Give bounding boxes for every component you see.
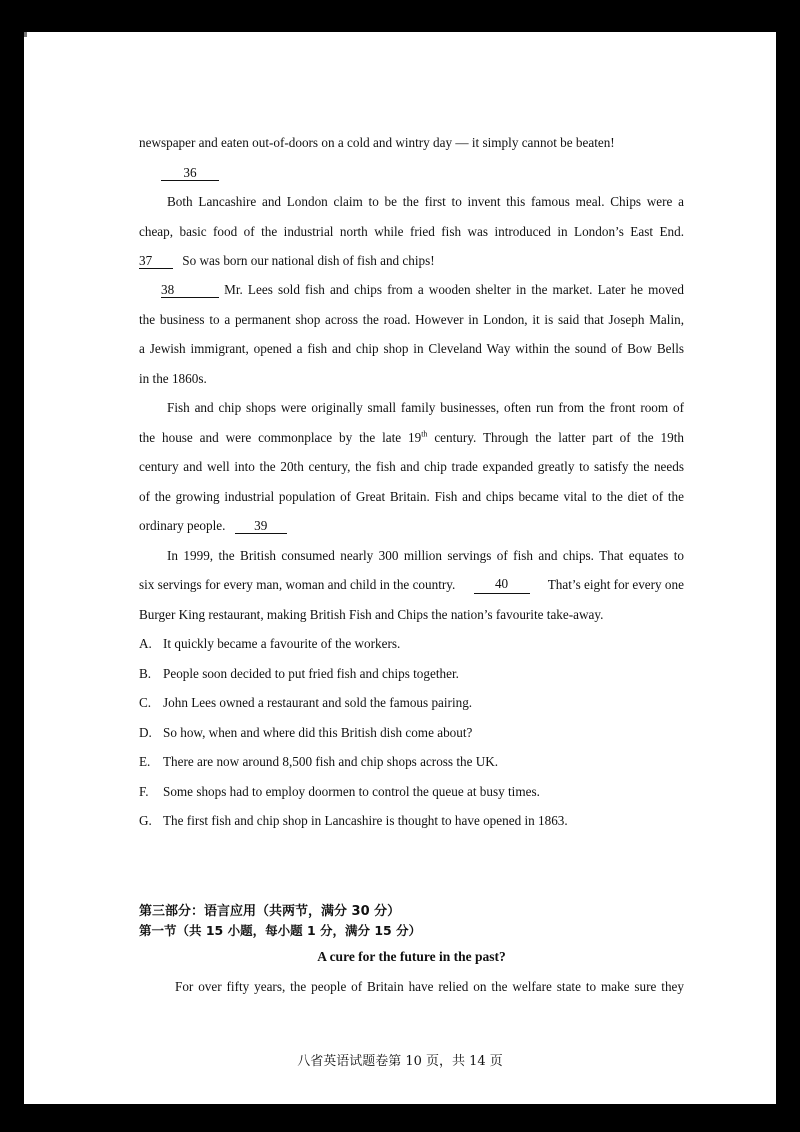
paragraph-3-line-3: a Jewish immigrant, opened a fish and chip shop in Cleveland Way within the sound of Bow Bells	[139, 341, 684, 356]
paragraph-3-text: Mr. Lees sold fish and chips from a wooden shelter in the market. Later he moved	[224, 282, 684, 297]
paragraph-5-line-3: Burger King restaurant, making British Fish and Chips the nation’s favourite take-away.	[139, 607, 604, 622]
option-d	[139, 724, 684, 742]
passage-first-line: For over fifty years, the people of Britain have relied on the welfare state to make sure they	[175, 979, 684, 994]
paragraph-3-line-4: in the 1860s.	[139, 371, 207, 386]
paragraph-3-line-2: the business to a permanent shop across the road. However in London, it is said that Joseph Malin,	[139, 312, 684, 327]
answer-blank-38: 38	[161, 282, 219, 298]
superscript-th: th	[421, 429, 428, 439]
option-letter: B.	[139, 666, 152, 681]
option-f	[139, 783, 684, 801]
option-b	[139, 665, 684, 683]
option-text: Some shops had to employ doormen to control the queue at busy times.	[163, 784, 540, 799]
exam-page	[24, 32, 776, 1104]
option-letter: G.	[139, 813, 152, 828]
option-a	[139, 635, 684, 653]
blank-36-line	[139, 164, 706, 182]
paragraph-4-line-1: Fish and chip shops were originally small family businesses, often run from the front room of	[167, 400, 684, 415]
scan-artifact	[24, 32, 27, 37]
paragraph-2-line-3	[139, 252, 684, 270]
paragraph-4-line-2	[139, 429, 684, 447]
page-footer: 八省英语试题卷第 10 页，共 14 页	[297, 1054, 503, 1069]
option-c	[139, 694, 684, 712]
option-letter: D.	[139, 725, 152, 740]
paragraph-4-line-4: of the growing industrial population of Great Britain. Fish and chips became vital to the diet of the	[139, 489, 684, 504]
option-text: There are now around 8,500 fish and chip shops across the UK.	[163, 754, 499, 769]
option-text: The first fish and chip shop in Lancashire is thought to have opened in 1863.	[163, 813, 568, 828]
paragraph-5-line-2	[139, 576, 684, 594]
option-g	[139, 812, 684, 830]
paragraph-5-text-a: six servings for every man, woman and child in the country.	[139, 577, 456, 592]
answer-blank-37: 37	[139, 253, 173, 269]
paragraph-2-text: So was born our national dish of fish and chips!	[182, 253, 435, 268]
section-subheading: 第一节（共 15 小题，每小题 1 分，满分 15 分）	[139, 923, 422, 938]
option-text: So how, when and where did this British dish come about?	[163, 725, 473, 740]
paragraph-3-line-1	[139, 281, 684, 299]
paragraph-5-line-1: In 1999, the British consumed nearly 300 million servings of fish and chips. That equates to	[167, 548, 684, 563]
option-letter: A.	[139, 636, 152, 651]
paragraph-4-text-a: the house and were commonplace by the late 19	[139, 430, 422, 445]
option-e	[139, 753, 684, 771]
passage-title: A cure for the future in the past?	[317, 949, 506, 964]
option-text: It quickly became a favourite of the workers.	[163, 636, 401, 651]
paragraph-2-line-1: Both Lancashire and London claim to be the first to invent this famous meal. Chips were a	[167, 194, 684, 209]
paragraph-4-line-5	[139, 517, 684, 535]
option-letter: E.	[139, 754, 151, 769]
option-letter: C.	[139, 695, 152, 710]
paragraph-4-text-b: century. Through the latter part of the 19th	[427, 430, 685, 445]
passage-line: newspaper and eaten out-of-doors on a cold and wintry day — it simply cannot be beaten!	[139, 135, 615, 150]
paragraph-5-text-b: That’s eight for every one	[547, 577, 684, 592]
option-letter: F.	[139, 784, 149, 799]
answer-blank-39: 39	[235, 518, 287, 534]
paragraph-2-line-2: cheap, basic food of the industrial north while fried fish was introduced in London’s East End.	[139, 224, 684, 239]
answer-blank-40: 40	[474, 576, 530, 594]
option-text: People soon decided to put fried fish and chips together.	[163, 666, 459, 681]
paragraph-4-text: ordinary people.	[139, 518, 226, 533]
section-heading: 第三部分：语言应用（共两节，满分 30 分）	[139, 904, 401, 919]
answer-blank-36: 36	[161, 165, 219, 181]
paragraph-4-line-3: century and well into the 20th century, the fish and chip trade expanded greatly to satisfy the needs	[139, 459, 684, 474]
option-text: John Lees owned a restaurant and sold the famous pairing.	[163, 695, 473, 710]
